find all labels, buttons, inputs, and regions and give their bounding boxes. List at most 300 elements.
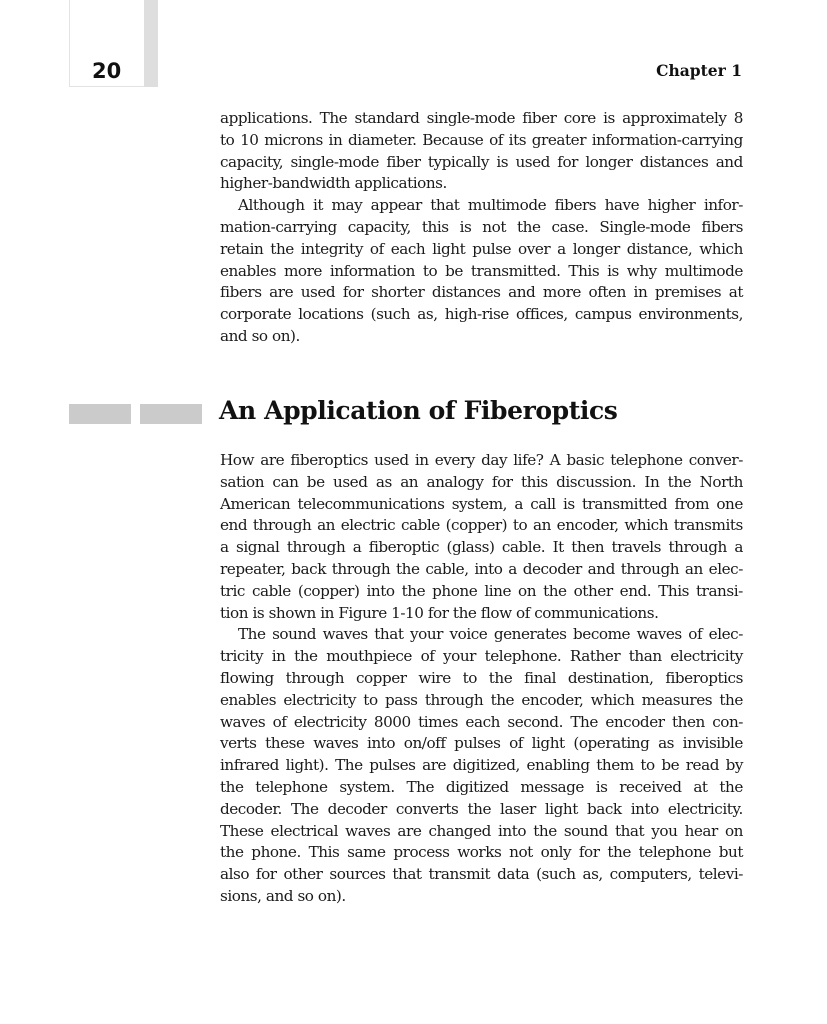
word: computers, [609,865,692,884]
word: transmitted. [470,261,561,280]
word: to [363,690,378,709]
word: from [674,494,710,513]
word: be [445,261,463,280]
word: multimode [664,261,743,280]
word: that [614,821,645,840]
word: This [308,843,340,862]
word: back [586,799,622,818]
word: waves [220,712,266,731]
word: used [300,283,336,302]
word: over [518,239,551,258]
word: analogy [426,472,484,491]
text-line: higher-bandwidth applications. [220,174,447,193]
word: data [497,865,530,884]
word: system, [451,494,508,513]
text-line [220,712,743,734]
word: in [633,283,648,302]
word: In [644,472,660,491]
word: into [366,581,395,600]
text-line [220,646,743,668]
word: single-mode [290,152,379,171]
word: of [688,625,703,644]
text-line [220,239,743,261]
word: fiberoptic [368,538,440,557]
word: into [474,559,503,578]
word: information-carrying [591,130,743,149]
word: the [488,668,513,687]
word: final [524,668,557,687]
word: the [467,799,491,818]
word: This [568,261,600,280]
word: phone. [251,843,301,862]
section-heading: An Application of Fiberoptics [219,396,618,425]
text-line: sions, and so on). [220,886,346,905]
word: that [392,865,422,884]
word: other [573,581,613,600]
word: second. [507,712,563,731]
word: distances [431,283,501,302]
text-line [220,130,743,152]
word: are [422,756,447,775]
heading-bar-left [69,404,131,424]
word: sources [329,865,386,884]
word: in [271,647,286,666]
word: greater [531,130,587,149]
word: is [459,217,472,236]
word: into [630,799,659,818]
word: end. [619,581,652,600]
word: on/off [403,734,446,753]
word: then [671,712,705,731]
word: longer [572,239,620,258]
word: which [590,690,635,709]
word: of [420,647,435,666]
word: for [557,152,578,171]
word: a [220,538,229,557]
word: standard [354,109,420,127]
word: case. [551,217,589,236]
word: that [374,625,404,644]
word: why [626,261,657,280]
word: (copper) [445,516,508,535]
word: through [252,516,312,535]
word: voice [449,625,488,644]
word: on [518,581,537,600]
word: its [508,130,527,149]
word: a [352,538,362,557]
text-line [220,472,743,494]
word: invisible [682,734,743,753]
word: received [619,777,682,796]
word: electricity [283,690,356,709]
word: pulses [454,734,501,753]
word: encoder, [521,690,584,709]
word: the [543,581,567,600]
word: and [587,559,615,578]
word: encoder [605,712,665,731]
word: changed [428,821,491,840]
word: hear [684,821,718,840]
word: is [603,109,615,127]
word: fibers [554,196,597,215]
word: discussion. [556,472,637,491]
word: Rather [569,647,621,666]
word: transmit [428,865,491,884]
word: transi- [695,581,743,600]
heading-bar-right [140,404,202,424]
word: are [260,451,285,469]
word: sound [563,821,608,840]
word: microns [264,130,323,149]
word: capacity, [347,217,411,236]
word: travels [611,538,662,557]
word: be [306,472,325,491]
word: This [658,581,689,600]
word: high-rise [444,305,509,324]
word: can [272,472,299,491]
word: be [661,756,680,775]
word: a [734,538,743,557]
word: of [489,130,503,149]
word: the [401,581,426,600]
word: Although [238,196,305,215]
word: 10 [240,130,259,149]
word: also [220,865,250,884]
word: core [563,109,596,127]
word: of [509,734,523,753]
word: this [520,472,548,491]
word: the [516,217,541,236]
word: typically [427,152,489,171]
word: signal [236,538,280,557]
word: offices, [515,305,568,324]
word: telephone [610,451,683,469]
word: electricity. [667,799,743,818]
word: through [424,690,484,709]
text-line [220,777,743,799]
word: it [313,196,324,215]
word: cable [251,581,291,600]
word: a [508,559,517,578]
word: telephone [638,843,711,862]
text-line: tion is shown in Figure 1-10 for the flow of communications. [220,603,659,622]
word: environments, [638,305,743,324]
word: the [667,472,692,491]
word: telephone. [484,647,562,666]
word: 8000 [373,712,411,731]
word: as [375,472,392,491]
text-line [220,799,743,821]
word: each [390,239,426,258]
word: (such [536,865,576,884]
word: campus [574,305,632,324]
word: for [491,472,513,491]
word: used [515,152,550,171]
text-line [220,755,743,777]
word: every [434,451,475,469]
word: The [290,799,319,818]
word: capacity, [220,152,284,171]
text-line [220,690,743,712]
word: infrared [220,756,279,775]
word: an [532,516,551,535]
chapter-label: Chapter 1 [656,61,742,80]
word: transmits [673,516,743,535]
word: for [342,283,364,302]
word: electric [340,516,396,535]
text-line [220,282,743,304]
word: through [286,538,346,557]
word: is [562,494,575,513]
word: destination, [567,668,654,687]
word: your [410,625,443,644]
word: into [367,734,396,753]
word: transmitted [581,494,668,513]
text-line: and so on). [220,326,300,345]
word: system. [339,777,395,796]
word: phone [432,581,478,600]
word: to [462,668,477,687]
word: into [498,821,527,840]
word: mation-carrying [220,217,337,236]
word: is [496,152,509,171]
word: multimode [467,196,547,215]
word: longer [585,152,633,171]
word: that [430,196,460,215]
word: same [347,843,386,862]
word: locations [298,305,364,324]
word: The [319,109,348,127]
word: by [725,756,743,775]
word: fiberoptics [665,668,743,687]
text-line [220,261,743,283]
text-line [220,668,743,690]
word: digitized [445,777,509,796]
text-line [220,515,743,537]
word: more [283,261,322,280]
word: electrical [270,821,339,840]
word: corporate [220,305,292,324]
word: the [396,559,420,578]
word: works [457,843,502,862]
word: of [369,239,384,258]
word: electricity [670,647,743,666]
word: measures [641,690,713,709]
word: the [607,843,631,862]
page-tab-bar [144,0,158,87]
word: at [693,777,708,796]
word: copper [355,668,407,687]
word: fiber [386,152,421,171]
word: cable [400,516,440,535]
word: not [482,217,506,236]
text-line [220,733,743,755]
word: have [604,196,640,215]
word: pass [384,690,418,709]
word: distances [639,152,709,171]
word: then [571,538,605,557]
word: an [684,559,703,578]
text-line [220,821,743,843]
word: in [328,130,343,149]
word: often [588,283,626,302]
word: infor- [703,196,743,215]
word: them [596,756,634,775]
word: are [397,821,422,840]
word: telephone [255,777,328,796]
word: light). [285,756,329,775]
word: call [530,494,556,513]
word: waves [322,625,368,644]
word: wire [418,668,451,687]
text-line [220,842,743,864]
word: through [331,559,391,578]
word: which [624,516,669,535]
word: decoder. [220,799,282,818]
word: fibers [220,283,262,302]
word: one [716,494,743,513]
word: decoder [522,559,582,578]
word: sation [220,472,265,491]
word: The [406,777,435,796]
text-line [220,581,743,603]
word: for [578,843,600,862]
word: fibers [701,217,743,236]
word: single-mode [426,109,516,127]
text-line [220,450,743,472]
text-line [220,108,743,130]
word: shorter [371,283,425,302]
word: The [570,712,598,731]
word: conver- [688,451,743,469]
text-line [220,537,743,559]
word: and [715,152,743,171]
word: enables [220,690,277,709]
word: of [272,712,287,731]
word: telecommunications [297,494,445,513]
text-line [220,559,743,581]
word: an [400,472,419,491]
word: appear [370,196,422,215]
word: in [414,451,429,469]
word: each [465,712,500,731]
word: only [540,843,572,862]
text-line [220,217,743,239]
word: through [620,559,680,578]
word: waves [345,821,391,840]
word: process [393,843,450,862]
word: elec- [708,559,743,578]
word: electricity [293,712,367,731]
word: converts [395,799,459,818]
word: pulses [369,756,416,775]
word: the [533,821,557,840]
word: distance, [626,239,693,258]
text-line [220,494,743,516]
word: (such [370,305,411,324]
word: light [432,239,466,258]
word: North [699,472,743,491]
word: this [421,217,449,236]
word: 8 [733,109,743,127]
word: mouthpiece [326,647,412,666]
word: to [640,756,655,775]
word: repeater, [220,559,286,578]
word: but [718,843,743,862]
word: verts [220,734,257,753]
word: is [595,777,608,796]
word: at [728,283,743,302]
word: Single-mode [599,217,691,236]
body-text-block-1 [220,108,743,348]
word: other [283,865,323,884]
word: sound [272,625,317,644]
word: The [238,625,266,644]
page-number: 20 [92,59,122,83]
word: These [220,821,264,840]
word: used [374,451,409,469]
word: flowing [220,668,274,687]
word: The [335,756,363,775]
word: con- [712,712,743,731]
word: your [443,647,476,666]
word: applications. [220,109,313,127]
word: premises [654,283,722,302]
word: used [332,472,368,491]
word: the [719,690,743,709]
word: to [422,261,438,280]
body-text-block-2 [220,450,743,908]
word: the [220,777,244,796]
word: basic [566,451,605,469]
word: than [628,647,662,666]
word: higher [647,196,696,215]
text-line [220,304,743,326]
text-line [220,195,743,217]
word: times [418,712,459,731]
word: A [549,451,561,469]
word: digitized, [452,756,520,775]
word: laser [500,799,536,818]
text-line [220,864,743,886]
word: more [542,283,581,302]
word: enables [220,261,277,280]
word: to [512,516,528,535]
word: to [220,130,235,149]
word: back [291,559,326,578]
word: elec- [708,625,743,644]
word: (operating [573,734,650,753]
word: televi- [698,865,743,884]
word: generates [493,625,567,644]
word: as, [582,865,603,884]
word: cable, [425,559,469,578]
word: light [531,734,565,753]
text-line [220,152,743,174]
word: a [557,239,566,258]
word: fiber [522,109,557,127]
word: message [520,777,584,796]
word: (copper) [297,581,360,600]
word: as, [417,305,438,324]
word: integrity [300,239,363,258]
word: tricity [220,647,264,666]
word: line [484,581,511,600]
word: cable. [501,538,546,557]
word: Because [422,130,484,149]
word: information [329,261,415,280]
word: the [270,239,294,258]
